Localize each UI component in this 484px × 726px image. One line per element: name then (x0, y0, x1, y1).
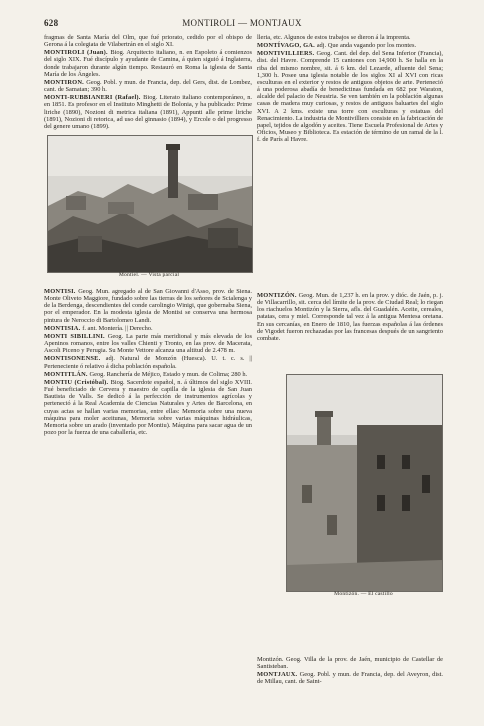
entry-headword: MONTIRON. (44, 78, 87, 86)
entry-text: Biog. Literato italiano contemporáneo, n. en 1851. Es profesor en el Instituto Minghetti de Bolonia, y ha publicado: Prime liriche (1890), Nozioni di metrica italiana (1891), Appunti alle prime liriche (1891), Nozioni di retorica, ad uso del ginnasio (1894), y Ercole o del progresso del genere umano (1899). (44, 94, 252, 130)
entry-headword: MONTI-RUBBIANERI (Rafael). (44, 94, 144, 102)
dictionary-entry (257, 671, 443, 685)
entry-text: Biog. Arquitecto italiano, n. en Espoleto á comienzos del siglo XIX. Fué discípulo y ayudante de Camina, á quien siguió á Inglaterra, donde trabajaron durante algún tiempo. Restauró en Roma la iglesia de Santa María de los Ángeles. (44, 49, 252, 78)
photo-caption-montiel: Montiel. — Vista parcial (118, 272, 180, 278)
entry-text: adj. Natural de Monzón (Huesca). U. t. c. s. || Perteneciente ó relativo á dicha población española. (44, 355, 252, 370)
dictionary-entry (44, 371, 252, 378)
entry-headword: MONTISONENSE. (44, 355, 106, 363)
entry-headword: MONTJAUX. (257, 671, 300, 679)
page-number: 628 (44, 18, 59, 28)
entry-text: Geog. Pobl. y mun. de Francia, dep. del Aveyron, dist. de Millau, cant. de Saint- (257, 671, 443, 686)
dictionary-entry (257, 42, 443, 49)
entry-text: Geog. Mun. de 1,237 h. en la prov. y dióc. de Jaén, p. j. de Villacarrillo, sit. cerca del límite de la prov. de Ciudad Real; lo riegan los riachuelos Montizón y la Sierra, afls. del Guadalén. Aceite, cereales, patatas, cera y miel. Corresponde tal vez á la antigua Mentesa oretana. En sus cercanías, en Enero de 1810, las fuerzas españolas á las órdenes de Vigodet fueron rechazadas por las francesas después de un sangriento combate. (257, 292, 443, 342)
dictionary-entry (44, 288, 252, 324)
entry-headword: MONTI SIBILLINI. (44, 332, 108, 340)
running-head (44, 18, 440, 32)
right-column-middle (257, 292, 443, 342)
entry-headword: MONTIU (Cristóbal). (44, 378, 111, 386)
entry-text: Geog. Pobl. y mun. de Francia, dep. del Gers, dist. de Lombez, cant. de Samatan; 390 h. (44, 78, 252, 94)
entry-text: adj. Que anda vagando por los montes. (316, 42, 417, 50)
dictionary-entry (257, 656, 443, 670)
dictionary-entry (44, 79, 252, 93)
entry-text: Montizón. Geog. Villa de la prov. de Jaén, municipio de Castellar de Santisteban. (257, 656, 443, 671)
entry-headword: MONTISI. (44, 288, 79, 295)
dictionary-entry (44, 355, 252, 369)
page-title: MONTIROLI — MONTJAUX (182, 18, 302, 28)
entry-headword: MONTÍVAGO, GA. (257, 42, 317, 50)
dictionary-entry (44, 34, 252, 48)
entry-headword: MONTITLÁN. (44, 370, 90, 378)
entry-headword: MONTIVILLIERS. (257, 50, 317, 58)
dictionary-entry (44, 333, 252, 354)
dictionary-entry (257, 292, 443, 342)
entry-text: Geog. Cant. del dep. del Sena Inferior (Francia), dist. del Havre. Comprende 15 cantones con 14,900 h. Se halla en la riba del mismo nombre, sit. á 6 km. del Lezarde, afluente del Sena; 1,300 h. Posee una iglesia notable de los siglos XI al XVI con ricas esculturas en el exterior y restos de antiguos objetos de arte. Perteneció á una poderosa abadía de benedictinas fundada en 682 por Waraton, alcalde del palacio de Neustria. Se ven también en la población algunas casas de madera muy curiosas, y restos de antiguos baluartes del siglo XVI. A 2 kms. existe una torre con esculturas y estatuas del Renacimiento. La industria de Montivilliers consiste en la fabricación de papel, tejidos de algodón y aceites. Tiene Escuela Profesional de Artes y Oficios, Museo y Biblioteca. Es estación de término de un ramal de la l. f. de París al Havre. (257, 50, 444, 144)
montiel-photo (47, 135, 253, 273)
dictionary-entry (257, 50, 443, 143)
entry-text: lleria, etc. Algunos de estos trabajos se dieron á la imprenta. (257, 34, 411, 41)
dictionary-entry (44, 49, 252, 78)
entry-text: f. ant. Montería. || Derecho. (82, 324, 153, 332)
left-column-top (44, 34, 252, 130)
entry-headword: MONTISIA. (44, 324, 83, 332)
entry-headword: MONTIROLI (Juan). (44, 49, 111, 57)
entry-text: fragmas de Santa María del Olm, que fué priorato, cedido por el obispo de Gerona á la colegiata de Vilabertrán en el siglo XI. (44, 34, 252, 49)
photo-caption-montizon: Montizón. — El castillo (334, 591, 393, 597)
dictionary-entry (44, 94, 252, 130)
entry-text: Biog. Sacerdote español, n. á últimos del siglo XVIII. Fué beneficiado de Cervera y maestro de capilla de la iglesia de San Juan Bautista de Valls. Se dedicó á la perfección de instrumentos agrícolas y perteneció á la Real Academia de Ciencias Naturales y Artes de Barcelona, en cuyas actas se hallan varias memorias, entre ellas: Memoria sobre una nueva máquina para moler aceitunas, Memoria sobre varias máquinas hidráulicas, Memoria sobre un arado (inventado por Montiu). Máquina para sacar agua de un pozo por la fuerza de una caballería, etc. (44, 378, 252, 436)
left-column-bottom (44, 288, 252, 436)
right-column-top (257, 34, 443, 143)
dictionary-entry (44, 379, 252, 436)
right-column-bottom (257, 656, 443, 686)
dictionary-entry (257, 34, 443, 41)
entry-headword: MONTIZÓN. (257, 292, 299, 299)
entry-text: Geog. La parte más meridional y más elevada de los Apeninos romanos, entre los valles Chienti y Tronto, en las prov. de Macerata, Ascoli Piceno y Perugia. Su Monte Vettore alcanza una altitud de 2.478 m. (44, 332, 252, 355)
dictionary-entry (44, 325, 252, 332)
entry-text: Geog. Ranchería de Méjico, Estado y mun. de Colima; 280 h. (89, 370, 248, 378)
entry-text: Geog. Mun. agregado al de San Giovanni d'Asso, prov. de Siena. Monte Oliveto Maggiore, fundado sobre las tierras de los señores de Scialenga y de la Berdenga, descendientes del conde carolingio Winigi, que gobernaba Siena, por el emperador. En la modesta iglesia de Montisi se conserva una hermosa pintura de Neroccio di Bartolomeo Landi. (44, 288, 252, 324)
montizon-castle-photo (286, 374, 443, 592)
